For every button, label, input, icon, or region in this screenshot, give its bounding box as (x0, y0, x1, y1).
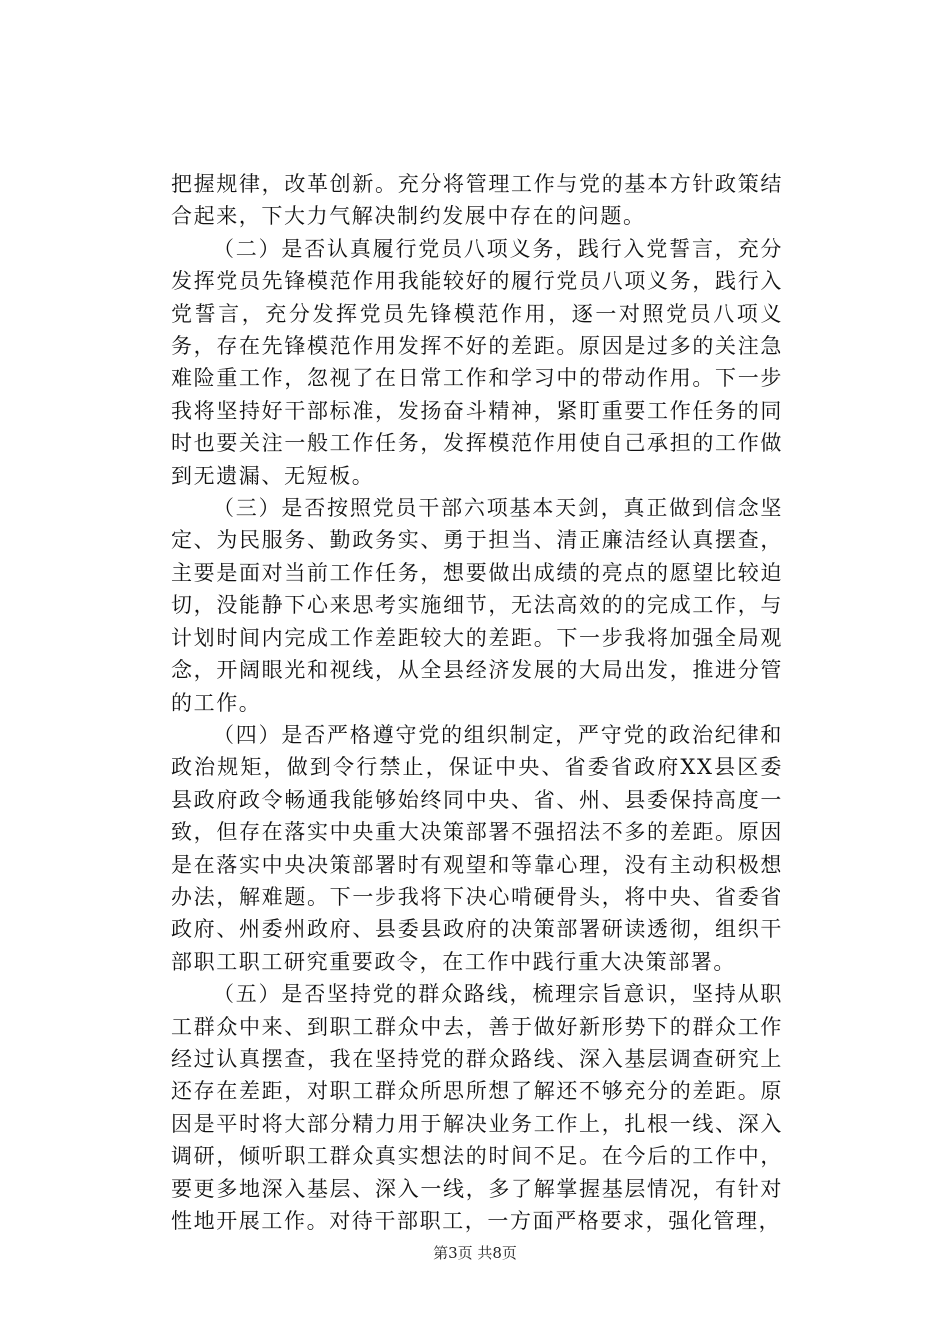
paragraph-section-3: （三）是否按照党员干部六项基本天剑，真正做到信念坚定、为民服务、勤政务实、勇于担当、清正廉洁经认真摆查，主要是面对当前工作任务，想要做出成绩的亮点的愿望比较迫切，没能静下心来思考实施细节，无法高效的的完成工作，与计划时间内完成工作差距较大的差距。下一步我将加强全局观念，开阔眼光和视线，从全县经济发展的大局出发，推进分管的工作。 (171, 496, 783, 715)
paragraph-section-4: （四）是否严格遵守党的组织制定，严守党的政治纪律和政治规矩，做到令行禁止，保证中央、省委省政府XX县区委县政府政令畅通我能够始终同中央、省、州、县委保持高度一致，但存在落实中央重大决策部署不强招法不多的差距。原因是在落实中央决策部署时有观望和等靠心理，没有主动积极想办法，解难题。下一步我将下决心啃硬骨头，将中央、省委省政府、州委州政府、县委县政府的决策部署研读透彻，组织干部职工职工研究重要政令，在工作中践行重大决策部署。 (171, 722, 783, 974)
page-footer: 第3页 共8页 (433, 1244, 517, 1262)
paragraph-section-5: （五）是否坚持党的群众路线，梳理宗旨意识，坚持从职工群众中来、到职工群众中去，善于做好新形势下的群众工作经过认真摆查，我在坚持党的群众路线、深入基层调查研究上还存在差距，对职工群众所思所想了解还不够充分的差距。原因是平时将大部分精力用于解决业务工作上，扎根一线、深入调研，倾听职工群众真实想法的时间不足。在今后的工作中，要更多地深入基层、深入一线，多了解掌握基层情况，有针对性地开展工作。对待干部职工，一方面严格要求，强化管理， (171, 982, 783, 1233)
document-body (171, 168, 783, 1237)
paragraph-section-2: （二）是否认真履行党员八项义务，践行入党誓言，充分发挥党员先锋模范作用我能较好的履行党员八项义务，践行入党誓言，充分发挥党员先锋模范作用，逐一对照党员八项义务，存在先锋模范作用发挥不好的差距。原因是过多的关注急难险重工作，忽视了在日常工作和学习中的带动作用。下一步我将坚持好干部标准，发扬奋斗精神，紧盯重要工作任务的同时也要关注一般工作任务，发挥模范作用使自己承担的工作做到无遗漏、无短板。 (171, 236, 783, 488)
paragraph-continuation: 把握规律，改革创新。充分将管理工作与党的基本方针政策结合起来，下大力气解决制约发展中存在的问题。 (171, 172, 783, 229)
